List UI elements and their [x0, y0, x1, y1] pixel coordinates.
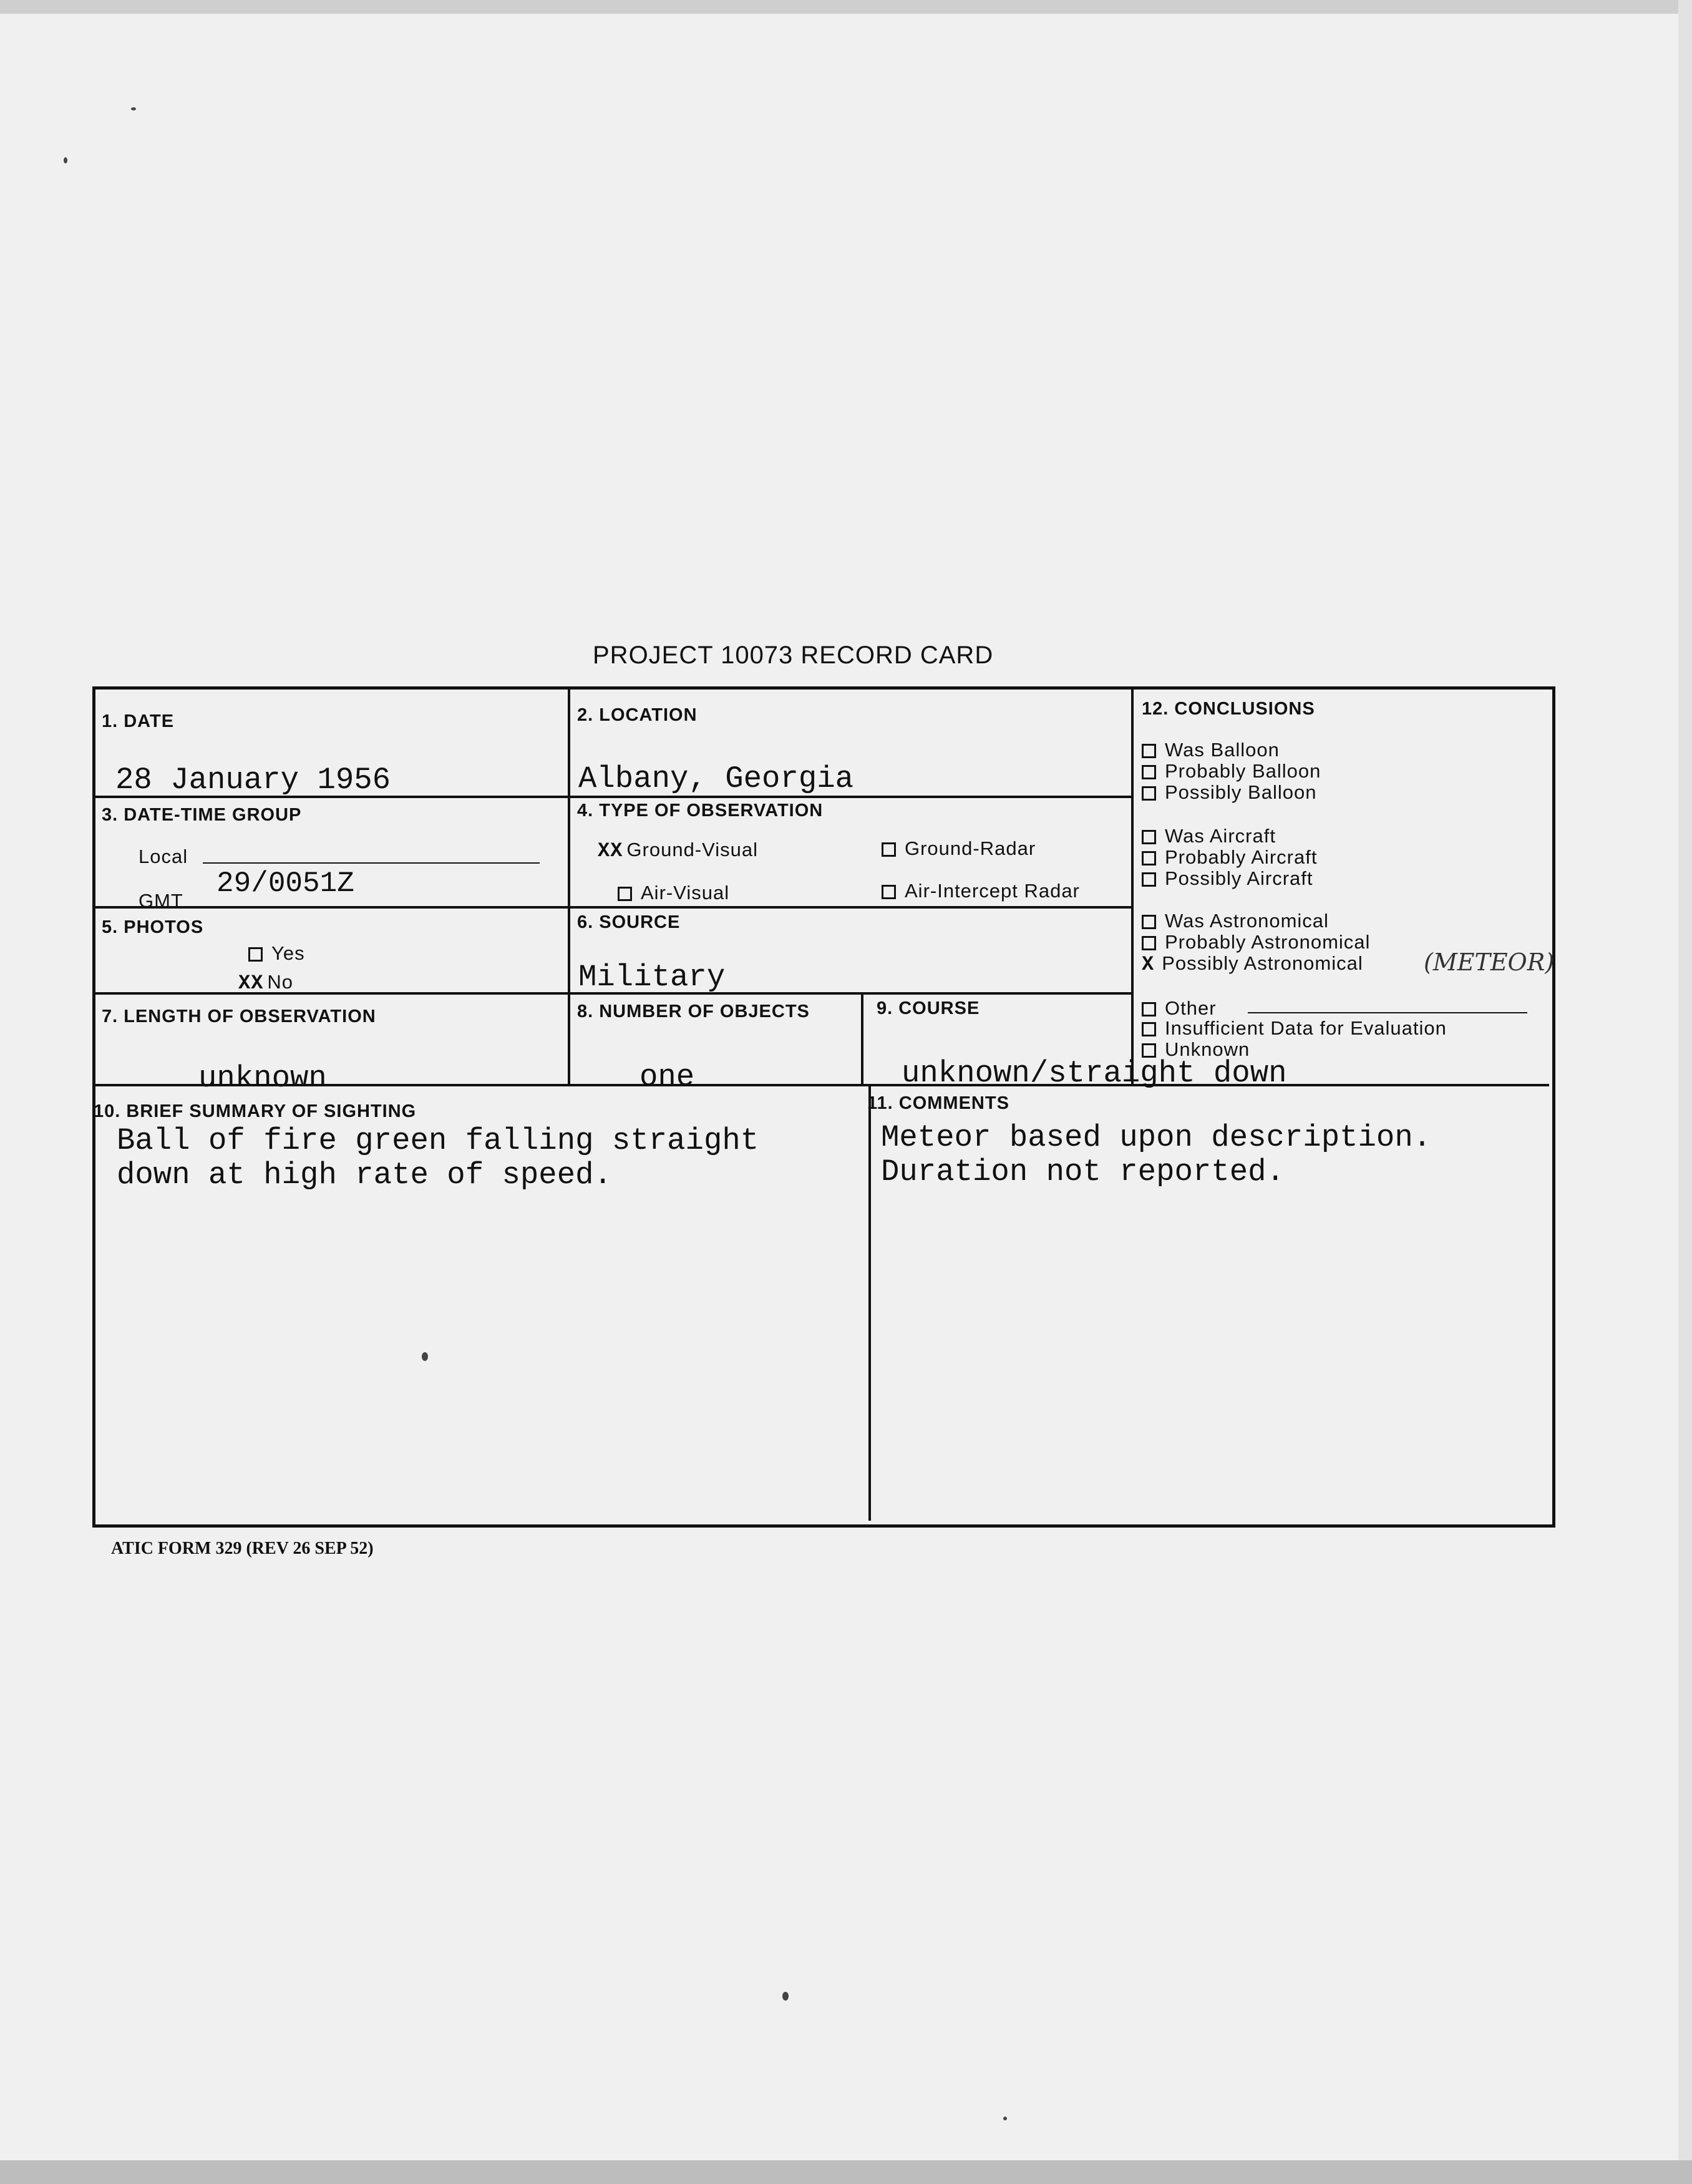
comments-line-2: Duration not reported.: [881, 1154, 1285, 1189]
option-air-intercept-radar: Air-Intercept Radar: [882, 880, 1080, 902]
scan-speck: [64, 157, 67, 163]
conclusion-unknown: Unknown: [1142, 1038, 1250, 1061]
scan-border-right: [1678, 0, 1692, 2184]
conclusion-was-astronomical: Was Astronomical: [1142, 910, 1329, 932]
conclusion-was-balloon: Was Balloon: [1142, 739, 1280, 761]
divider-col-d: [868, 1084, 871, 1521]
number-of-objects-label: 8. NUMBER OF OBJECTS: [577, 1002, 810, 1021]
checkbox-icon: [1142, 872, 1156, 887]
brief-summary-label: 10. BRIEF SUMMARY OF SIGHTING: [94, 1101, 417, 1121]
type-of-observation-label: 4. TYPE OF OBSERVATION: [577, 801, 824, 821]
checkbox-icon: [248, 947, 263, 962]
checkbox-icon: [1142, 851, 1156, 865]
option-air-visual: Air-Visual: [618, 882, 729, 904]
conclusion-insufficient-data: Insufficient Data for Evaluation: [1142, 1017, 1447, 1040]
option-photos-yes: Yes: [248, 942, 305, 965]
course-value: unknown/straight down: [902, 1056, 1287, 1091]
length-of-observation-value: unknown: [198, 1061, 327, 1096]
option-photos-no: XX No: [238, 971, 294, 995]
source-label: 6. SOURCE: [577, 912, 681, 932]
length-of-observation-label: 7. LENGTH OF OBSERVATION: [102, 1007, 376, 1026]
form-footer: ATIC FORM 329 (REV 26 SEP 52): [111, 1539, 374, 1558]
course-label: 9. COURSE: [877, 998, 980, 1018]
date-value: 28 January 1956: [115, 763, 391, 797]
scan-speck: [782, 1992, 789, 2001]
conclusion-other: Other: [1142, 997, 1217, 1020]
checkbox-icon: [1142, 765, 1156, 779]
scan-border-bottom: [0, 2160, 1692, 2184]
checkbox-icon: [1142, 915, 1156, 929]
conclusion-possibly-balloon: Possibly Balloon: [1142, 781, 1316, 804]
divider-col-c: [861, 993, 863, 1086]
source-value: Military: [578, 960, 726, 995]
checkbox-icon: [1142, 1043, 1156, 1058]
checkbox-icon: [882, 885, 896, 899]
conclusion-possibly-astronomical: X Possibly Astronomical: [1142, 952, 1363, 976]
local-time-underline: [203, 862, 540, 864]
other-underline: [1248, 1012, 1527, 1013]
checkbox-icon: [882, 842, 896, 857]
gmt-underline: [203, 906, 540, 907]
conclusion-probably-balloon: Probably Balloon: [1142, 760, 1321, 782]
scan-border-top: [0, 0, 1692, 14]
scan-speck: [1003, 2117, 1007, 2120]
comments-line-1: Meteor based upon description.: [881, 1120, 1432, 1155]
checkbox-icon: [1142, 830, 1156, 844]
conclusion-probably-astronomical: Probably Astronomical: [1142, 931, 1370, 953]
handwritten-meteor-note: (METEOR): [1424, 948, 1555, 976]
location-label: 2. LOCATION: [577, 705, 698, 725]
conclusion-was-aircraft: Was Aircraft: [1142, 825, 1276, 847]
checkbox-icon: [1142, 1002, 1156, 1016]
brief-summary-line-2: down at high rate of speed.: [117, 1158, 612, 1192]
photos-label: 5. PHOTOS: [102, 917, 204, 937]
comments-label: 11. COMMENTS: [867, 1093, 1009, 1113]
brief-summary-line-1: Ball of fire green falling straight: [117, 1123, 759, 1158]
gmt-value: 29/0051Z: [216, 867, 354, 900]
date-label: 1. DATE: [102, 711, 175, 731]
divider-col-b: [1131, 686, 1134, 1086]
conclusion-probably-aircraft: Probably Aircraft: [1142, 846, 1317, 869]
checked-x-mark: XX: [238, 972, 264, 995]
conclusions-label: 12. CONCLUSIONS: [1142, 699, 1315, 719]
option-ground-visual: XX Ground-Visual: [598, 839, 759, 862]
checked-x-mark: X: [1142, 953, 1155, 976]
conclusion-possibly-aircraft: Possibly Aircraft: [1142, 867, 1313, 890]
scan-speck: [131, 107, 136, 110]
local-time-label: Local: [139, 846, 188, 867]
number-of-objects-value: one: [639, 1060, 695, 1094]
location-value: Albany, Georgia: [578, 761, 854, 796]
divider-col-a: [568, 686, 570, 1086]
checkbox-icon: [1142, 744, 1156, 758]
checkbox-icon: [1142, 786, 1156, 801]
gmt-label: GMT: [139, 890, 183, 912]
checkbox-icon: [618, 887, 632, 901]
card-title: PROJECT 10073 RECORD CARD: [593, 641, 994, 669]
datetime-group-label: 3. DATE-TIME GROUP: [102, 805, 302, 825]
checkbox-icon: [1142, 1022, 1156, 1036]
option-ground-radar: Ground-Radar: [882, 837, 1036, 860]
checkbox-icon: [1142, 936, 1156, 950]
checked-x-mark: XX: [598, 839, 623, 862]
